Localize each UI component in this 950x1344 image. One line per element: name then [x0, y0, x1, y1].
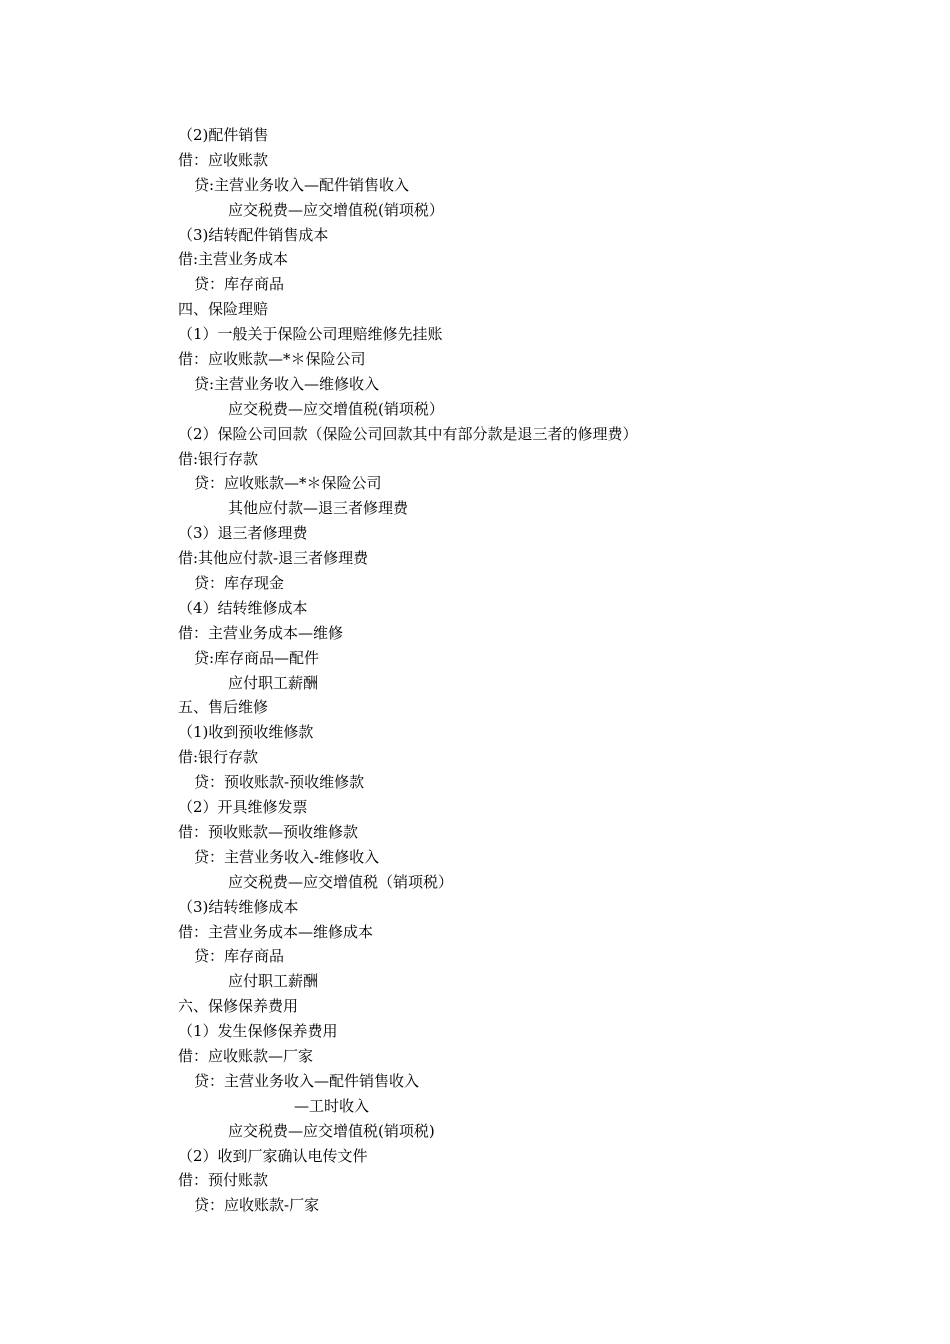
document-line: （3)结转配件销售成本	[178, 225, 329, 244]
document-line: （3）退三者修理费	[178, 524, 308, 543]
document-line: （2）开具维修发票	[178, 798, 308, 817]
document-line: 贷：库存现金	[194, 574, 285, 593]
document-line: （2）收到厂家确认电传文件	[178, 1146, 368, 1165]
document-line: 贷：预收账款-预收维修款	[194, 773, 365, 792]
document-line: 借：预付账款	[178, 1171, 269, 1190]
document-line: 应付职工薪酬	[228, 673, 319, 692]
document-line: （1）发生保修保养费用	[178, 1022, 338, 1041]
document-line: （3)结转维修成本	[178, 897, 299, 916]
document-line: 借：预收账款—预收维修款	[178, 822, 359, 841]
document-line: 贷：库存商品	[194, 275, 285, 294]
document-line: （4）结转维修成本	[178, 598, 308, 617]
document-line: 应交税费—应交增值税(销项税）	[228, 200, 444, 219]
document-line: 借:主营业务成本	[178, 250, 289, 269]
document-line: 应交税费—应交增值税(销项税)	[228, 1121, 435, 1140]
document-line: （1)收到预收维修款	[178, 723, 314, 742]
document-line: 贷：应收账款—*＊保险公司	[194, 474, 382, 493]
document-line: 贷：库存商品	[194, 947, 285, 966]
document-line: 借：应收账款—厂家	[178, 1046, 314, 1065]
document-line: 借：主营业务成本—维修	[178, 623, 344, 642]
document-line: 借：应收账款	[178, 150, 269, 169]
document-line: 借：主营业务成本—维修成本	[178, 922, 374, 941]
document-line: 贷:主营业务收入—配件销售收入	[194, 175, 410, 194]
document-line: 四、保险理赔	[178, 300, 269, 319]
document-line: 贷:主营业务收入—维修收入	[194, 374, 380, 393]
document-line: 贷：主营业务收入—配件销售收入	[194, 1071, 420, 1090]
document-line: 贷:库存商品—配件	[194, 648, 320, 667]
document-line: 借:银行存款	[178, 748, 259, 767]
document-line: 借:银行存款	[178, 449, 259, 468]
document-line: 应交税费—应交增值税(销项税）	[228, 399, 444, 418]
document-line: 应付职工薪酬	[228, 972, 319, 991]
document-line: 六、保修保养费用	[178, 997, 299, 1016]
document-line: 借：应收账款—*＊保险公司	[178, 350, 366, 369]
document-line: 贷：应收账款-厂家	[194, 1196, 320, 1215]
document-line: 其他应付款—退三者修理费	[228, 499, 409, 518]
document-line: 借:其他应付款-退三者修理费	[178, 549, 369, 568]
document-line: —工时收入	[294, 1096, 370, 1115]
document-line: 应交税费—应交增值税（销项税）	[228, 872, 454, 891]
document-line: （1）一般关于保险公司理赔维修先挂账	[178, 325, 443, 344]
document-line: （2)配件销售	[178, 126, 269, 144]
document-line: 贷：主营业务收入-维修收入	[194, 847, 380, 866]
document-line: （2）保险公司回款（保险公司回款其中有部分款是退三者的修理费）	[178, 424, 638, 443]
document-body	[178, 123, 898, 1218]
document-line: 五、售后维修	[178, 698, 269, 717]
